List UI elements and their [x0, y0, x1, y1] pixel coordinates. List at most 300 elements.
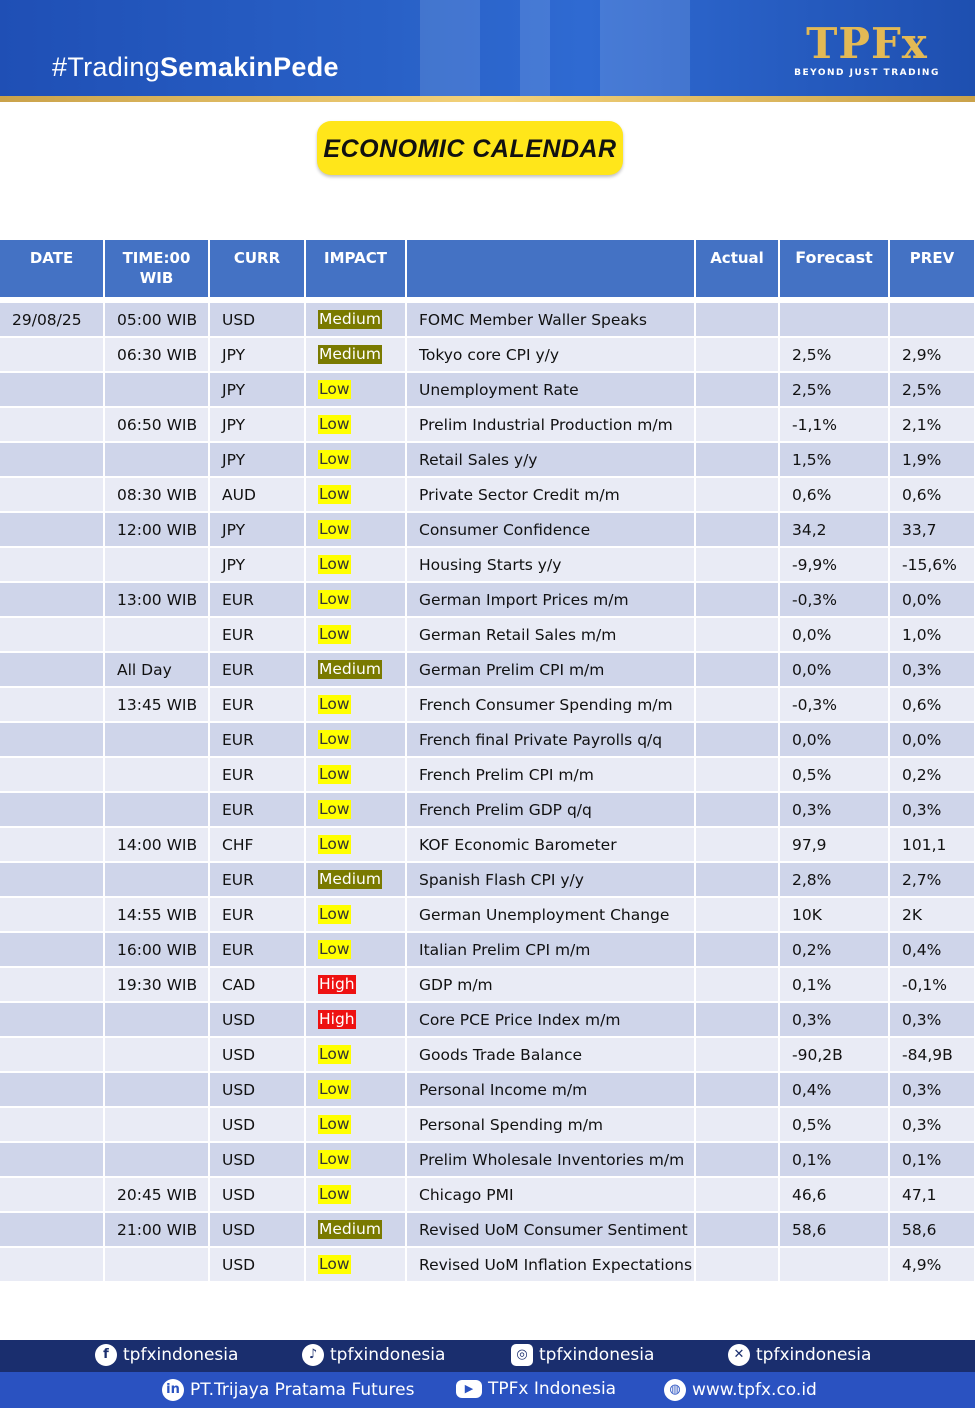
table-row — [0, 512, 975, 547]
cell-actual — [695, 407, 779, 442]
table-row — [0, 652, 975, 687]
cell-curr: USD — [209, 300, 305, 337]
table-row — [0, 337, 975, 372]
cell-impact — [305, 617, 406, 652]
cell-prev: -0,1% — [889, 967, 975, 1002]
cell-forecast: -1,1% — [779, 407, 889, 442]
cell-forecast: 0,0% — [779, 617, 889, 652]
banner-decoration — [520, 0, 550, 98]
tpfx-logo — [792, 19, 942, 82]
cell-actual — [695, 827, 779, 862]
cell-curr: AUD — [209, 477, 305, 512]
cell-time: 06:50 WIB — [104, 407, 209, 442]
cell-forecast: 0,3% — [779, 792, 889, 827]
cell-curr: CAD — [209, 967, 305, 1002]
cell-actual — [695, 1072, 779, 1107]
cell-date — [0, 967, 104, 1002]
cell-date — [0, 1212, 104, 1247]
cell-curr: USD — [209, 1072, 305, 1107]
impact-badge: High — [319, 1010, 355, 1028]
table-row — [0, 862, 975, 897]
cell-prev: 33,7 — [889, 512, 975, 547]
x-icon: ✕ — [728, 1344, 750, 1366]
impact-badge: Low — [319, 1115, 350, 1133]
cell-time: 16:00 WIB — [104, 932, 209, 967]
cell-prev: 4,9% — [889, 1247, 975, 1282]
cell-curr: EUR — [209, 582, 305, 617]
cell-event: Prelim Wholesale Inventories m/m — [406, 1142, 695, 1177]
cell-curr: USD — [209, 1002, 305, 1037]
cell-event: Personal Spending m/m — [406, 1107, 695, 1142]
cell-forecast: 10K — [779, 897, 889, 932]
cell-prev: -84,9B — [889, 1037, 975, 1072]
facebook-link[interactable]: f tpfxindonesia — [95, 1344, 238, 1366]
table-row — [0, 547, 975, 582]
cell-curr: JPY — [209, 407, 305, 442]
cell-actual — [695, 547, 779, 582]
cell-date — [0, 862, 104, 897]
col-prev: PREV — [889, 240, 975, 300]
cell-prev: 58,6 — [889, 1212, 975, 1247]
page-title: ECONOMIC CALENDAR — [317, 121, 623, 175]
cell-prev: 0,3% — [889, 1002, 975, 1037]
cell-event: Retail Sales y/y — [406, 442, 695, 477]
cell-date — [0, 372, 104, 407]
table-header-row — [0, 240, 975, 300]
table-row — [0, 372, 975, 407]
cell-date — [0, 512, 104, 547]
cell-impact — [305, 547, 406, 582]
cell-date — [0, 547, 104, 582]
youtube-link[interactable]: ▶ TPFx Indonesia — [456, 1379, 616, 1399]
cell-time: 14:00 WIB — [104, 827, 209, 862]
tiktok-icon: ♪ — [302, 1344, 324, 1366]
col-impact: IMPACT — [305, 240, 406, 300]
cell-curr: JPY — [209, 547, 305, 582]
cell-impact — [305, 582, 406, 617]
cell-actual — [695, 687, 779, 722]
cell-impact — [305, 827, 406, 862]
cell-prev: 0,2% — [889, 757, 975, 792]
cell-impact — [305, 687, 406, 722]
cell-forecast: 0,3% — [779, 1002, 889, 1037]
cell-forecast: 0,5% — [779, 757, 889, 792]
cell-forecast — [779, 300, 889, 337]
col-time: TIME:00 WIB — [104, 240, 209, 300]
impact-badge: Low — [319, 765, 350, 783]
table-row — [0, 300, 975, 337]
cell-event: Tokyo core CPI y/y — [406, 337, 695, 372]
cell-impact — [305, 792, 406, 827]
cell-forecast: -0,3% — [779, 582, 889, 617]
cell-event: French Prelim GDP q/q — [406, 792, 695, 827]
cell-date — [0, 1037, 104, 1072]
footer-social-bar — [0, 1340, 975, 1372]
table-row — [0, 967, 975, 1002]
table-row — [0, 897, 975, 932]
cell-event: Consumer Confidence — [406, 512, 695, 547]
cell-prev: 0,6% — [889, 687, 975, 722]
impact-badge: Low — [319, 590, 350, 608]
impact-badge: Medium — [319, 310, 381, 328]
cell-event: Prelim Industrial Production m/m — [406, 407, 695, 442]
cell-date — [0, 1177, 104, 1212]
cell-impact — [305, 722, 406, 757]
table-row — [0, 1002, 975, 1037]
cell-time — [104, 757, 209, 792]
cell-impact — [305, 1212, 406, 1247]
cell-event: French Consumer Spending m/m — [406, 687, 695, 722]
cell-actual — [695, 722, 779, 757]
cell-time: 05:00 WIB — [104, 300, 209, 337]
cell-actual — [695, 1247, 779, 1282]
cell-event: GDP m/m — [406, 967, 695, 1002]
cell-prev: 1,9% — [889, 442, 975, 477]
cell-prev: 0,0% — [889, 722, 975, 757]
cell-curr: EUR — [209, 757, 305, 792]
cell-forecast: 2,5% — [779, 372, 889, 407]
impact-badge: Low — [319, 835, 350, 853]
table-row — [0, 1177, 975, 1212]
cell-event: Spanish Flash CPI y/y — [406, 862, 695, 897]
cell-actual — [695, 442, 779, 477]
cell-impact — [305, 1107, 406, 1142]
cell-impact — [305, 932, 406, 967]
cell-curr: EUR — [209, 617, 305, 652]
cell-prev: 2K — [889, 897, 975, 932]
cell-forecast: 0,0% — [779, 722, 889, 757]
impact-badge: Low — [319, 1185, 350, 1203]
cell-curr: USD — [209, 1107, 305, 1142]
table-row — [0, 582, 975, 617]
cell-actual — [695, 652, 779, 687]
cell-impact — [305, 1002, 406, 1037]
cell-event: Core PCE Price Index m/m — [406, 1002, 695, 1037]
table-row — [0, 932, 975, 967]
cell-time: 13:00 WIB — [104, 582, 209, 617]
banner-decoration — [420, 0, 480, 98]
cell-date — [0, 687, 104, 722]
cell-curr: EUR — [209, 687, 305, 722]
cell-curr: EUR — [209, 652, 305, 687]
x-link[interactable]: ✕ tpfxindonesia — [728, 1344, 871, 1366]
col-event — [406, 240, 695, 300]
table-row — [0, 1212, 975, 1247]
col-curr: CURR — [209, 240, 305, 300]
cell-event: FOMC Member Waller Speaks — [406, 300, 695, 337]
cell-actual — [695, 792, 779, 827]
cell-prev: 0,3% — [889, 1107, 975, 1142]
cell-time: 08:30 WIB — [104, 477, 209, 512]
cell-date — [0, 652, 104, 687]
cell-forecast: 0,1% — [779, 967, 889, 1002]
cell-time — [104, 372, 209, 407]
cell-prev: 0,0% — [889, 582, 975, 617]
table-row — [0, 1072, 975, 1107]
cell-forecast: 0,0% — [779, 652, 889, 687]
impact-badge: Low — [319, 695, 350, 713]
cell-date — [0, 1107, 104, 1142]
cell-time — [104, 547, 209, 582]
cell-prev: 1,0% — [889, 617, 975, 652]
header-banner — [0, 0, 975, 98]
cell-time: 14:55 WIB — [104, 897, 209, 932]
cell-impact — [305, 1142, 406, 1177]
col-actual: Actual — [695, 240, 779, 300]
cell-forecast — [779, 1247, 889, 1282]
cell-forecast: 97,9 — [779, 827, 889, 862]
impact-badge: Low — [319, 1150, 350, 1168]
cell-date — [0, 1072, 104, 1107]
cell-prev: 101,1 — [889, 827, 975, 862]
impact-badge: High — [319, 975, 355, 993]
cell-forecast: -90,2B — [779, 1037, 889, 1072]
cell-actual — [695, 1002, 779, 1037]
cell-curr: CHF — [209, 827, 305, 862]
cell-forecast: 34,2 — [779, 512, 889, 547]
footer-contact-bar — [0, 1372, 975, 1408]
instagram-icon: ◎ — [511, 1344, 533, 1366]
cell-forecast: 0,4% — [779, 1072, 889, 1107]
cell-actual — [695, 1177, 779, 1212]
cell-actual — [695, 512, 779, 547]
cell-curr: USD — [209, 1212, 305, 1247]
cell-date — [0, 757, 104, 792]
cell-time: 21:00 WIB — [104, 1212, 209, 1247]
cell-event: Goods Trade Balance — [406, 1037, 695, 1072]
cell-curr: JPY — [209, 372, 305, 407]
impact-badge: Medium — [319, 870, 381, 888]
cell-curr: USD — [209, 1177, 305, 1212]
youtube-icon: ▶ — [456, 1380, 482, 1398]
linkedin-link[interactable]: in PT.Trijaya Pratama Futures — [162, 1379, 414, 1401]
cell-curr: JPY — [209, 512, 305, 547]
cell-impact — [305, 442, 406, 477]
cell-date — [0, 582, 104, 617]
cell-prev: 0,1% — [889, 1142, 975, 1177]
cell-time — [104, 1247, 209, 1282]
cell-time — [104, 617, 209, 652]
impact-badge: Low — [319, 800, 350, 818]
cell-event: German Prelim CPI m/m — [406, 652, 695, 687]
col-forecast: Forecast — [779, 240, 889, 300]
cell-time — [104, 792, 209, 827]
impact-badge: Low — [319, 1080, 350, 1098]
table-row — [0, 407, 975, 442]
cell-time — [104, 1002, 209, 1037]
cell-impact — [305, 1177, 406, 1212]
cell-date — [0, 722, 104, 757]
cell-forecast: 58,6 — [779, 1212, 889, 1247]
col-date: DATE — [0, 240, 104, 300]
globe-icon: ◍ — [664, 1379, 686, 1401]
cell-actual — [695, 477, 779, 512]
cell-date: 29/08/25 — [0, 300, 104, 337]
cell-impact — [305, 967, 406, 1002]
impact-badge: Low — [319, 380, 350, 398]
cell-forecast: 0,5% — [779, 1107, 889, 1142]
table-row — [0, 617, 975, 652]
table-row — [0, 792, 975, 827]
cell-prev: 47,1 — [889, 1177, 975, 1212]
cell-date — [0, 407, 104, 442]
cell-actual — [695, 372, 779, 407]
impact-badge: Low — [319, 415, 350, 433]
cell-date — [0, 442, 104, 477]
cell-curr: USD — [209, 1037, 305, 1072]
cell-forecast: -0,3% — [779, 687, 889, 722]
cell-prev: 2,9% — [889, 337, 975, 372]
cell-impact — [305, 1037, 406, 1072]
cell-event: German Retail Sales m/m — [406, 617, 695, 652]
cell-time — [104, 442, 209, 477]
table-row — [0, 687, 975, 722]
cell-event: German Unemployment Change — [406, 897, 695, 932]
impact-badge: Medium — [319, 660, 381, 678]
cell-event: Housing Starts y/y — [406, 547, 695, 582]
cell-impact — [305, 372, 406, 407]
logo-text: TPFx — [806, 19, 928, 68]
cell-actual — [695, 337, 779, 372]
impact-badge: Low — [319, 730, 350, 748]
cell-time: 20:45 WIB — [104, 1177, 209, 1212]
cell-actual — [695, 757, 779, 792]
cell-date — [0, 617, 104, 652]
table-row — [0, 827, 975, 862]
impact-badge: Medium — [319, 1220, 381, 1238]
hashtag-slogan: #TradingSemakinPede — [52, 52, 339, 82]
cell-impact — [305, 512, 406, 547]
cell-event: Unemployment Rate — [406, 372, 695, 407]
cell-event: French Prelim CPI m/m — [406, 757, 695, 792]
cell-time: 06:30 WIB — [104, 337, 209, 372]
cell-impact — [305, 897, 406, 932]
cell-forecast: 0,2% — [779, 932, 889, 967]
tiktok-link[interactable]: ♪ tpfxindonesia — [302, 1344, 445, 1366]
cell-curr: EUR — [209, 897, 305, 932]
cell-impact — [305, 1247, 406, 1282]
instagram-link[interactable]: ◎ tpfxindonesia — [511, 1344, 654, 1366]
cell-impact — [305, 300, 406, 337]
table-row — [0, 1247, 975, 1282]
cell-date — [0, 897, 104, 932]
cell-curr: EUR — [209, 792, 305, 827]
cell-curr: EUR — [209, 862, 305, 897]
table-row — [0, 1107, 975, 1142]
table-row — [0, 442, 975, 477]
cell-actual — [695, 967, 779, 1002]
cell-date — [0, 1142, 104, 1177]
table-row — [0, 722, 975, 757]
cell-event: French final Private Payrolls q/q — [406, 722, 695, 757]
cell-event: KOF Economic Barometer — [406, 827, 695, 862]
cell-date — [0, 337, 104, 372]
impact-badge: Low — [319, 1255, 350, 1273]
cell-prev: 2,7% — [889, 862, 975, 897]
table-row — [0, 1037, 975, 1072]
cell-event: Personal Income m/m — [406, 1072, 695, 1107]
cell-curr: USD — [209, 1247, 305, 1282]
cell-impact — [305, 652, 406, 687]
cell-time — [104, 1107, 209, 1142]
cell-actual — [695, 897, 779, 932]
cell-prev: 2,5% — [889, 372, 975, 407]
cell-event: Revised UoM Inflation Expectations — [406, 1247, 695, 1282]
table-row — [0, 1142, 975, 1177]
cell-time: All Day — [104, 652, 209, 687]
cell-actual — [695, 582, 779, 617]
impact-badge: Low — [319, 520, 350, 538]
cell-time — [104, 862, 209, 897]
cell-prev: 0,3% — [889, 1072, 975, 1107]
cell-event: Private Sector Credit m/m — [406, 477, 695, 512]
impact-badge: Low — [319, 905, 350, 923]
cell-forecast: -9,9% — [779, 547, 889, 582]
cell-actual — [695, 617, 779, 652]
cell-forecast: 46,6 — [779, 1177, 889, 1212]
impact-badge: Low — [319, 450, 350, 468]
cell-curr: USD — [209, 1142, 305, 1177]
cell-time: 12:00 WIB — [104, 512, 209, 547]
cell-actual — [695, 300, 779, 337]
cell-event: Italian Prelim CPI m/m — [406, 932, 695, 967]
facebook-icon: f — [95, 1344, 117, 1366]
cell-prev: 0,3% — [889, 652, 975, 687]
cell-time — [104, 722, 209, 757]
cell-event: Chicago PMI — [406, 1177, 695, 1212]
cell-date — [0, 792, 104, 827]
cell-event: Revised UoM Consumer Sentiment — [406, 1212, 695, 1247]
impact-badge: Low — [319, 485, 350, 503]
cell-impact — [305, 477, 406, 512]
cell-prev: 0,6% — [889, 477, 975, 512]
cell-impact — [305, 862, 406, 897]
header-divider — [0, 96, 975, 102]
cell-forecast: 1,5% — [779, 442, 889, 477]
cell-forecast: 2,5% — [779, 337, 889, 372]
cell-actual — [695, 1037, 779, 1072]
cell-curr: EUR — [209, 722, 305, 757]
cell-prev: 0,3% — [889, 792, 975, 827]
impact-badge: Low — [319, 555, 350, 573]
banner-decoration — [600, 0, 690, 98]
cell-impact — [305, 407, 406, 442]
cell-date — [0, 1247, 104, 1282]
cell-event: German Import Prices m/m — [406, 582, 695, 617]
cell-impact — [305, 757, 406, 792]
cell-date — [0, 477, 104, 512]
impact-badge: Low — [319, 940, 350, 958]
cell-date — [0, 827, 104, 862]
cell-prev: 0,4% — [889, 932, 975, 967]
cell-prev: -15,6% — [889, 547, 975, 582]
cell-time — [104, 1037, 209, 1072]
cell-impact — [305, 1072, 406, 1107]
cell-actual — [695, 862, 779, 897]
cell-impact — [305, 337, 406, 372]
cell-actual — [695, 932, 779, 967]
website-link[interactable]: ◍ www.tpfx.co.id — [664, 1379, 817, 1401]
economic-calendar-table — [0, 240, 975, 1283]
cell-forecast: 0,1% — [779, 1142, 889, 1177]
cell-actual — [695, 1142, 779, 1177]
cell-forecast: 2,8% — [779, 862, 889, 897]
cell-prev: 2,1% — [889, 407, 975, 442]
cell-time — [104, 1072, 209, 1107]
cell-time: 13:45 WIB — [104, 687, 209, 722]
cell-actual — [695, 1212, 779, 1247]
impact-badge: Medium — [319, 345, 381, 363]
